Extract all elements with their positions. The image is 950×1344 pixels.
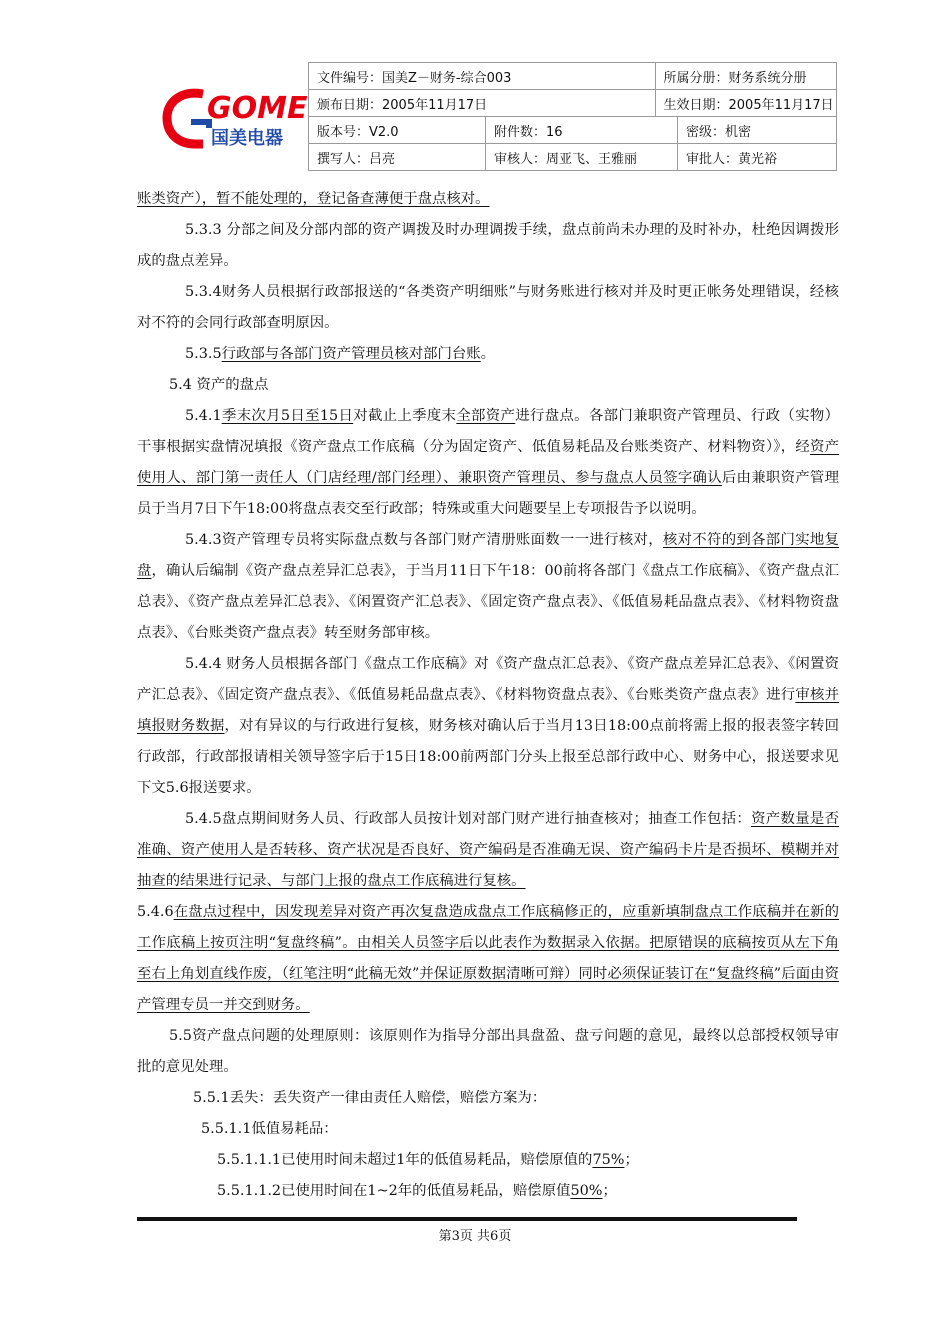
document-body	[137, 184, 839, 1207]
logo-subtext: 国美电器	[211, 128, 283, 149]
doc-number: 文件编号：国美Z－财务-综合003	[309, 63, 656, 90]
logo-text: GOME	[207, 91, 308, 126]
paragraph-5-3-4: 5.3.4财务人员根据行政部报送的“各类资产明细账”与财务账进行核对并及时更正帐务处理错误，经核对不符的会同行政部查明原因。	[137, 284, 839, 331]
paragraph-5-4-1: 5.4.1季末次月5日至15日对截止上季度末全部资产进行盘点。各部门兼职资产管理员、行政（实物）干事根据实盘情况填报《资产盘点工作底稿（分为固定资产、低值易耗品及台账类资产、材料物资）》，经资产使用人、部门第一责任人（门店经理/部门经理）、兼职资产管理员、参与盘点人员签字确认后由兼职资产管理员于当月7日下午18:00将盘点表交至行政部；特殊或重大问题要呈上专项报告予以说明。	[137, 408, 839, 517]
approver: 审批人：黄光裕	[678, 144, 837, 171]
issue-date: 颁布日期：2005年11月17日	[309, 90, 656, 117]
effective-date: 生效日期：2005年11月17日	[655, 90, 837, 117]
paragraph-5-5-1-1: 5.5.1.1低值易耗品：	[201, 1121, 338, 1137]
version: 版本号：V2.0	[309, 117, 486, 144]
gome-logo	[163, 88, 308, 150]
heading-5-4: 5.4 资产的盘点	[169, 377, 269, 393]
paragraph-5-4-6: 5.4.6在盘点过程中，因发现差异对资产再次复盘造成盘点工作底稿修正的，应重新填制盘点工作底稿并在新的工作底稿上按页注明“复盘终稿”。由相关人员签字后以此表作为数据录入依据。把原错误的底稿按页从左下角至右上角划直线作废，（红笔注明“此稿无效”并保证原数据清晰可辩）同时必须保证装订在“复盘终稿”后面由资产管理专员一并交到财务。	[137, 904, 839, 1013]
paragraph-5-4-3: 5.4.3资产管理专员将实际盘点数与各部门财产清册账面数一一进行核对，核对不符的到各部门实地复盘，确认后编制《资产盘点差异汇总表》，于当月11日下午18：00前将各部门《盘点工作底稿》、《资产盘点汇总表》、《资产盘点差异汇总表》、《闲置资产汇总表》、《固定资产盘点表》、《低值易耗品盘点表》、《材料物资盘点表》、《台账类资产盘点表》转至财务部审核。	[137, 532, 839, 641]
paragraph-5-5: 5.5资产盘点问题的处理原则：该原则作为指导分部出具盘盈、盘亏问题的意见，最终以总部授权领导审批的意见处理。	[137, 1028, 839, 1075]
paragraph-5-3-3: 5.3.3 分部之间及分部内部的资产调拨及时办理调拨手续，盘点前尚未办理的及时补办，杜绝因调拨形成的盘点差异。	[137, 222, 839, 269]
paragraph-5-4-5: 5.4.5盘点期间财务人员、行政部人员按计划对部门财产进行抽查核对；抽查工作包括：资产数量是否准确、资产使用人是否转移、资产状况是否良好、资产编码是否准确无误、资产编码卡片是否损坏、模糊并对抽查的结果进行记录、与部门上报的盘点工作底稿进行复核。	[137, 811, 839, 889]
volume: 所属分册：财务系统分册	[655, 63, 837, 90]
paragraph-5-3-5: 5.3.5行政部与各部门资产管理员核对部门台账。	[185, 346, 496, 362]
security-level: 密级：机密	[678, 117, 837, 144]
footer-divider	[137, 1217, 797, 1221]
reviewer: 审核人：周亚飞、王雅丽	[486, 144, 678, 171]
paragraph-5-5-1-1-1: 5.5.1.1.1已使用时间未超过1年的低值易耗品，赔偿原值的75%；	[217, 1152, 639, 1168]
paragraph-5-5-1-1-2: 5.5.1.1.2已使用时间在1~2年的低值易耗品，赔偿原值50%；	[217, 1183, 617, 1199]
paragraph-5-4-4: 5.4.4 财务人员根据各部门《盘点工作底稿》对《资产盘点汇总表》、《资产盘点差异汇总表》、《闲置资产汇总表》、《固定资产盘点表》、《低值易耗品盘点表》、《材料物资盘点表》、《台账类资产盘点表》进行审核并填报财务数据，对有异议的与行政进行复核，财务核对确认后于当月13日18:00点前将需上报的报表签字转回行政部，行政部报请相关领导签字后于15日18:00前两部门分头上报至总部行政中心、财务中心，报送要求见下文5.6报送要求。	[137, 656, 839, 796]
author: 撰写人：吕亮	[309, 144, 486, 171]
document-info-table	[308, 62, 837, 171]
page-number: 第3页 共6页	[438, 1229, 512, 1244]
paragraph-5-5-1: 5.5.1丢失：丢失资产一律由责任人赔偿，赔偿方案为：	[193, 1090, 547, 1106]
attachments: 附件数：16	[486, 117, 678, 144]
paragraph: 账类资产），暂不能处理的，登记备查薄便于盘点核对。	[137, 191, 490, 207]
